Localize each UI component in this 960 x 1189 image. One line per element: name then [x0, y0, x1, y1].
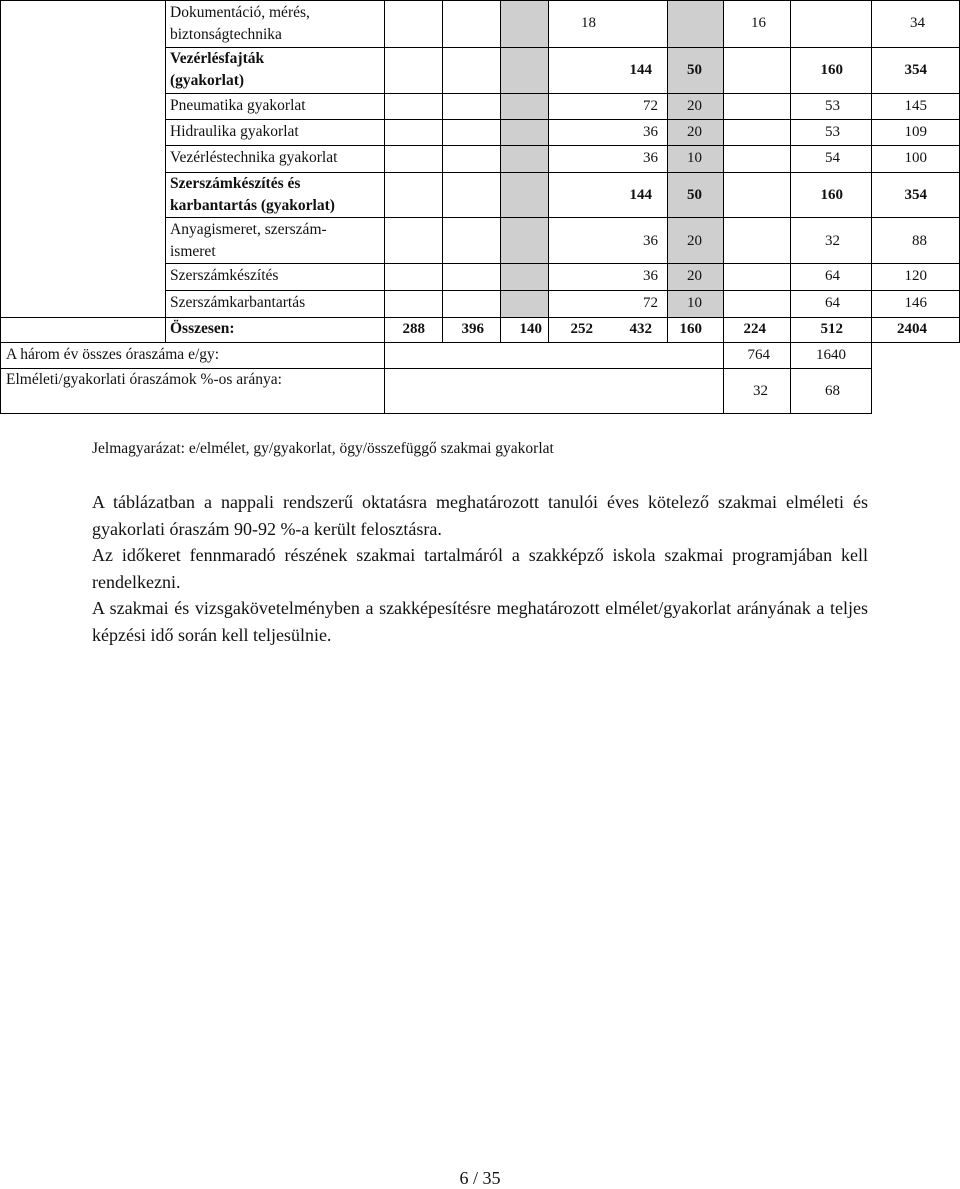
row-label: Anyagismeret, szerszám-ismeret — [170, 221, 327, 260]
row-label: Szerszámkészítés és karbantartás (gyakorlat) — [170, 175, 335, 214]
cell-value: 72 — [643, 98, 658, 114]
total-value: 160 — [679, 321, 702, 337]
cell-value: 144 — [629, 187, 652, 203]
total-value: 288 — [402, 321, 425, 337]
cell-value: 354 — [904, 187, 927, 203]
total-value: 512 — [820, 321, 843, 337]
cell-value: 100 — [904, 150, 927, 166]
row-label: Dokumentáció, mérés, biztonságtechnika — [170, 4, 310, 43]
cell-value: 20 — [687, 124, 702, 140]
cell-value: 16 — [751, 15, 766, 31]
ratio-theory: 32 — [753, 383, 768, 399]
legend: Jelmagyarázat: e/elmélet, gy/gyakorlat, ögy/összefüggő szakmai gyakorlat — [92, 440, 554, 457]
three-year-practice: 1640 — [816, 347, 846, 363]
total-value: 224 — [743, 321, 766, 337]
ratio-label: Elméleti/gyakorlati óraszámok %-os aránya: — [6, 371, 282, 388]
cell-value: 53 — [825, 124, 840, 140]
total-label: Összesen: — [170, 320, 235, 337]
cell-value: 10 — [687, 150, 702, 166]
total-value: 2404 — [897, 321, 927, 337]
cell-value: 50 — [687, 62, 702, 78]
paragraph: A táblázatban a nappali rendszerű oktatásra meghatározott tanulói éves kötelező szakmai elméleti és gyakorlati óraszám 90-92 %-a került felosztásra. — [92, 492, 868, 539]
row-label: Hidraulika gyakorlat — [170, 123, 299, 140]
paragraph: Az időkeret fennmaradó részének szakmai tartalmáról a szakképző iskola szakmai programjában kell rendelkezni. — [92, 545, 868, 592]
cell-value: 18 — [581, 15, 596, 31]
cell-value: 10 — [687, 295, 702, 311]
cell-value: 36 — [643, 268, 658, 284]
cell-value: 146 — [904, 295, 927, 311]
three-year-label: A három év összes óraszáma e/gy: — [6, 346, 220, 363]
row-label: Vezérlésfajták (gyakorlat) — [170, 50, 265, 89]
cell-value: 160 — [820, 62, 843, 78]
cell-value: 20 — [687, 98, 702, 114]
total-value: 140 — [519, 321, 542, 337]
row-label: Szerszámkészítés — [170, 267, 279, 284]
cell-value: 64 — [825, 268, 840, 284]
three-year-theory: 764 — [747, 347, 770, 363]
cell-value: 20 — [687, 268, 702, 284]
row-label: Szerszámkarbantartás — [170, 294, 306, 311]
cell-value: 36 — [643, 233, 658, 249]
cell-value: 144 — [629, 62, 652, 78]
cell-value: 120 — [904, 268, 927, 284]
cell-value: 20 — [687, 233, 702, 249]
cell-value: 88 — [912, 233, 927, 249]
cell-value: 160 — [820, 187, 843, 203]
cell-value: 109 — [904, 124, 927, 140]
cell-value: 64 — [825, 295, 840, 311]
row-label: Pneumatika gyakorlat — [170, 97, 306, 114]
cell-value: 54 — [825, 150, 840, 166]
page-number: 6 / 35 — [459, 1168, 501, 1188]
total-value: 396 — [461, 321, 484, 337]
total-value: 432 — [629, 321, 652, 337]
cell-value: 34 — [910, 15, 925, 31]
paragraph: A szakmai és vizsgakövetelményben a szakképesítésre meghatározott elmélet/gyakorlat arányának a teljes képzési idő során kell teljesülnie. — [92, 598, 868, 645]
ratio-practice: 68 — [825, 383, 840, 399]
cell-value: 354 — [904, 62, 927, 78]
cell-value: 36 — [643, 150, 658, 166]
body-text — [92, 489, 868, 648]
cell-value: 72 — [643, 295, 658, 311]
cell-value: 36 — [643, 124, 658, 140]
cell-value: 32 — [825, 233, 840, 249]
cell-value: 50 — [687, 187, 702, 203]
row-label: Vezérléstechnika gyakorlat — [170, 149, 338, 166]
cell-value: 145 — [904, 98, 927, 114]
total-value: 252 — [570, 321, 593, 337]
cell-value: 53 — [825, 98, 840, 114]
